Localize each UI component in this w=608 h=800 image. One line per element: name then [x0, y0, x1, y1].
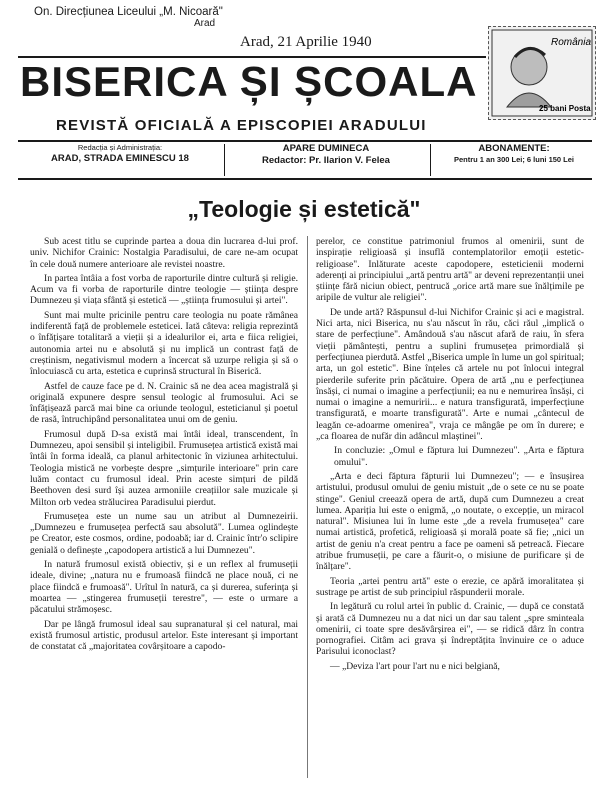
issue-date: Arad, 21 Aprilie 1940 — [240, 34, 372, 50]
masthead-title: BISERICA ȘI ȘCOALA — [20, 58, 478, 105]
subscription-box — [434, 143, 594, 176]
paragraph: In partea întâia a fost vorba de raporturile dintre cultură și religie. Acum va fi vorba de raporturile dintre teologie — știința despre Dumnezeu și viața sfântă și estetică — „știința frumosului și artei". — [30, 272, 298, 307]
header-rule-bottom — [18, 178, 592, 180]
article-title: „Teologie și estetică" — [187, 196, 421, 222]
paragraph: In legătură cu rolul artei în public d. Crainic, — după ce constată și arată că Dumnezeu nu a dat nici un dar sau talent „spre sminteala omenirii, ci toate spre desăvârșirea ei", — se ridică dârz în contra pornografiei. Citâm aci grava și îndreptățita învinuire ce o aduce Parisului iconoclast? — [316, 601, 584, 658]
info-divider-left — [224, 144, 225, 176]
paragraph: Dar pe lângă frumosul ideal sau supranatural și cel natural, mai există frumosul artistic, produsul artelor. Este interesant și important de constatat că „majoritatea covârșitoare a capodo- — [30, 618, 298, 653]
handnote-line-1: On. Direcțiunea Liceului „M. Nicoară" — [34, 6, 223, 18]
stamp-portrait-icon — [489, 27, 595, 119]
info-divider-right — [430, 144, 431, 176]
paragraph: Teoria „artei pentru artă" este o erezie, ce apără imoralitatea și sustrage pe artist de sub principiul răspunderii morale. — [316, 575, 584, 598]
appears-sunday: APARE DUMINECA — [282, 143, 370, 154]
paragraph: perelor, ce constitue patrimoniul frumos al omenirii, sunt de inspirație religioasă și insuflă contemplatorilor emoții estetic-religioase". Inlăturate aceste capodopere, esteticienii moderni aderenți ai principiului „artă pentru artă" ar deveni reprezentanții unei științe fără niciun obiect, pentrucă „orice artă mare sue înălțimile pe aripile de vultur ale religiei". — [316, 236, 584, 304]
article-column-left — [30, 236, 298, 655]
editorial-office-box — [22, 143, 218, 176]
handnote-line-2: Arad — [194, 18, 216, 29]
paragraph: Sunt mai multe pricinile pentru care teologia nu poate rămânea indiferentă față de problemele esteticei. Iată câteva: religia reprezintă o înfățișare totalitară a vieții și a idealurilor ei, arta e fiica religiei, autonomia artei nu e absolută și nu implică un contrast față de creștinism, negativismul modern a încercat să uzurpe religia și să o înlocuiască cu arta, estetica e cuprinsă structural în Biserică. — [30, 309, 298, 378]
paragraph: Astfel de cauze face pe d. N. Crainic să ne dea acea magistrală și originală expunere despre sensul teologic al frumosului. Aci se înfățișează parcă mai bine ca oriunde teologul, esteticianul și poetul de rasă, întruchipând personalitatea unui om de geniu. — [30, 380, 298, 426]
paragraph: Sub acest titlu se cuprinde partea a doua din lucrarea d-lui prof. univ. Nichifor Crainic: Nostalgia Paradisului, de care ne-am ocupat în cele două numere anterioare ale revistei noastre. — [30, 236, 298, 270]
masthead-subtitle: REVISTĂ OFICIALĂ A EPISCOPIEI ARADULUI — [56, 117, 427, 134]
admin-address: ARAD, STRADA EMINESCU 18 — [51, 153, 189, 164]
handwritten-address — [34, 6, 223, 30]
publication-info-box — [228, 143, 424, 176]
editor-name: Redactor: Pr. Ilarion V. Felea — [262, 155, 390, 166]
postage-stamp — [488, 26, 596, 120]
subscription-label: ABONAMENTE: — [478, 143, 550, 154]
paragraph: In concluzie: „Omul e făptura lui Dumnezeu". „Arta e făptura omului". — [334, 445, 584, 468]
article-column-right — [316, 236, 584, 675]
column-divider — [307, 236, 308, 778]
stamp-country: România — [551, 37, 592, 48]
admin-label: Redacția și Administrația: — [77, 143, 163, 152]
subscription-prices: Pentru 1 an 300 Lei; 6 luni 150 Lei — [453, 155, 575, 164]
paragraph: — „Deviza l'art pour l'art nu e nici belgiană, — [330, 660, 500, 672]
stamp-value: 25 bani Posta — [539, 104, 591, 113]
paragraph: Frumusețea este un nume sau un atribut al Dumnezeirii. „Dumnezeu e frumusețea perfectă sau absolută". Lumea oglindește pe Creator, este cosmos, ordine, podoabă; iar d. Crainic într'o sclipire genială o definește „capodopera artistică a lui Dumnezeu". — [30, 510, 298, 556]
paragraph: „Arta e deci făptura făpturii lui Dumnezeu"; — e însușirea artistului, produsul omului de geniu mistuit „de o sete ce nu se poate stinge". Geniul creează opera de artă, după cum Dumnezeu a creat lumea. Apariția lui este o enigmă, „o noutate, o excepție, un miracol natural". Misiunea lui în lume este „de a revela frumusețea" care numai artistică, profetică, religioasă și morală poate să fie; „nici un artist de geniu n'a creat pentru a face pe oameni să petreacă. Fiecare atribue frumuseții, pe care a făurit-o, o misiune de purificare și de înălțare". — [316, 470, 584, 573]
paragraph: In natură frumosul există obiectiv, și e un reflex al frumuseții ideale, divine; „natura nu e frumoasă fiindcă ne place nouă, ci ne place fiindcă e frumoasă". Urîtul în natură, ca și durerea, suferința și moartea — „stingerea frumuseții terestre", — este o urmare a păcatului strămoșesc. — [30, 559, 298, 616]
paragraph: Frumosul după D-sa există mai întâi ideal, transcendent, în Dumnezeu, apoi sensibil și inteligibil. Frumusețea artistică există mai întâi în forma ideală, ca planul arhitectonic în viziunea arhitectului. Teologia mistică ne vorbește despre „simțurile interioare" prin care luăm contact cu frumosul ideal. Prin aceste simțuri de pildă Beethoven desi surd își auzea armoniile creațiilor sale muzicale și Milton orb vedea strălucirea Paradisului pierdut. — [30, 428, 298, 508]
paragraph: De unde artă? Răspunsul d-lui Nichifor Crainic și aci e magistral. Nici arta, nici Biserica, nu s'au născut în rău, căci răul „implică o stare de perfecțiune". Amândouă s'au născut afară de raiu, în sfera vieții pământești, pentru a suplini frumusețea primordială și perfecțiunea pierdută. Astfel „Biserica umple în lume un gol spiritual; arta, un gol estetic". Bine înțeles că artele nu pot înlocui integral pierderile suferite prin păcătuire. Opera de artă „nu e perfecțiunea însăși, ci numai o imagine a perfecțiunii; ea nu e nemurirea însăși, ci numai o imagine a nemuririi... e natura transfigurată, imperfecțiune transfigurată, e moarte transfigurată". Arte e numai „cântecul de leagăn ce-adoarme omenirea", vraja ce mângâe pe om în durere; e „ca floarea de nufăr din adâncul mlaștinei". — [316, 306, 585, 443]
header-rule-middle — [18, 140, 592, 142]
